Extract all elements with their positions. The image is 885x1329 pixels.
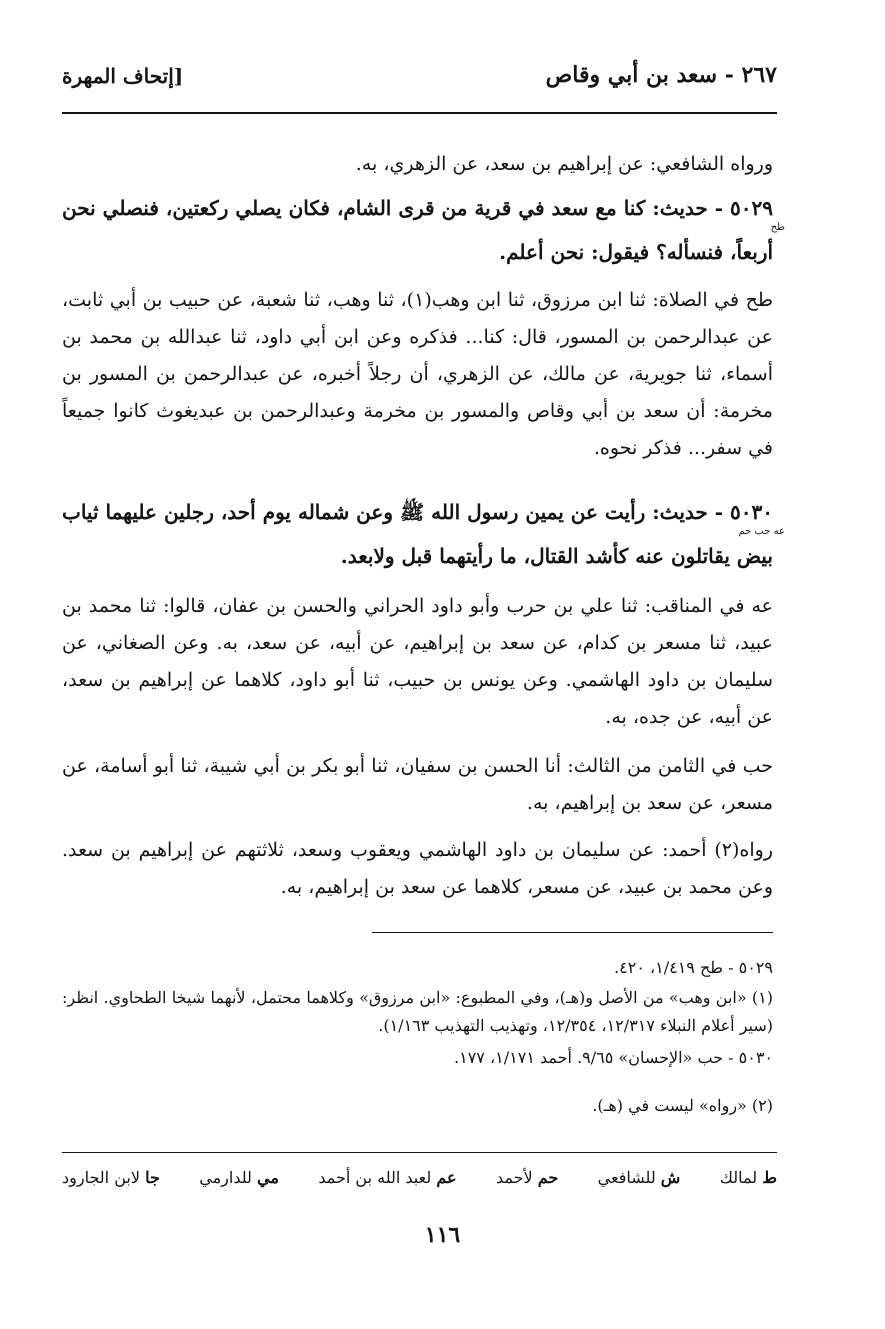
footnote: ٥٠٣٠ - حب «الإحسان» ٩/٦٥. أحمد ١/١٧١، ١٧٧.: [454, 1048, 773, 1067]
hadith-text: - حديث: كنا مع سعد في قرية من قرى الشام، فكان يصلي ركعتين، فنصلي نحن أربعاً، فنسأله؟ فيقول: نحن أعلم.: [62, 196, 773, 264]
source-paragraph: رواه(٢) أحمد: عن سليمان بن داود الهاشمي ويعقوب وسعد، ثلاثتهم عن إبراهيم بن سعد. وعن محمد بن عبيد، عن مسعر، كلاهما عن سعد بن إبراهيم، به.: [62, 839, 773, 898]
legend-item: جا لابن الجارود: [62, 1168, 160, 1187]
hadith-text: - حديث: رأيت عن يمين رسول الله ﷺ وعن شماله يوم أحد، رجلين عليهما ثياب بيض يقاتلون عنه كأشد القتال، ما رأيتهما قبل ولابعد.: [62, 500, 773, 568]
page-number: ١١٦: [424, 1222, 461, 1248]
footnote: ٥٠٢٩ - طح ١/٤١٩، ٤٢٠.: [614, 958, 773, 977]
legend-item: مي للدارمي: [199, 1168, 279, 1187]
hadith-number: ٥٠٣٠: [730, 500, 773, 524]
book-title: [إتحاف المهرة: [62, 64, 184, 88]
hadith-5029-sources: [62, 282, 773, 467]
intro-line: [62, 146, 773, 183]
hadith-number: ٥٠٢٩: [730, 196, 774, 220]
hadith-5029-sigla: طح: [770, 222, 785, 233]
footnote: (١) «ابن وهب» من الأصل و(هـ)، وفي المطبوع: «ابن مرزوق» وكلاهما محتمل، لأنهما شيخا الطحاوي. انظر: (سير أعلام النبلاء ١٢/٣١٧، ١٢/٣٥٤، وتهذيب التهذيب ١/١٦٣).: [62, 988, 773, 1035]
hadith-5030-source-3: [62, 832, 773, 906]
hadith-5030-source-1: [62, 588, 773, 736]
source-paragraph: طح في الصلاة: ثنا ابن مرزوق، ثنا ابن وهب(١)، ثنا وهب، ثنا شعبة، عن حبيب بن أبي ثابت، عن عبدالرحمن بن المسور، قال: كنا... فذكره وعن ابن أبي داود، ثنا عبدالله بن محمد بن أسماء، ثنا جويرية، عن مالك، عن الزهري، أن رجلاً أخبره، عن عبدالرحمن بن المسور بن مخرمة: أن سعد بن أبي وقاص والمسور بن مخرمة وعبدالرحمن بن عبديغوث كانوا جميعاً في سفر... فذكر نحوه.: [62, 289, 773, 459]
hadith-5030-heading: [62, 490, 773, 578]
footnote: (٢) «رواه» ليست في (هـ).: [592, 1096, 773, 1115]
hadith-5030-source-2: [62, 748, 773, 822]
legend-item: حم لأحمد: [495, 1168, 559, 1187]
legend-item: ط لمالك: [719, 1168, 777, 1187]
source-paragraph: عه في المناقب: ثنا علي بن حرب وأبو داود الحراني والحسن بن عفان، قالوا: ثنا محمد بن عبيد، ثنا مسعر بن كدام، عن سعد بن إبراهيم، عن أبيه، عن سعد، به. وعن الصغاني، عن سليمان بن داود الهاشمي. وعن يونس بن حبيب، ثنا أبو داود، كلاهما عن إبراهيم بن سعد، عن أبيه، عن جده، به.: [62, 595, 773, 728]
footnote-divider: [372, 932, 773, 933]
intro-text: ورواه الشافعي: عن إبراهيم بن سعد، عن الزهري، به.: [355, 153, 773, 175]
header-divider: [62, 112, 777, 114]
abbreviation-legend: [62, 1168, 777, 1187]
legend-item: عم لعبد الله بن أحمد: [318, 1168, 457, 1187]
source-paragraph: حب في الثامن من الثالث: أنا الحسن بن سفيان، ثنا أبو بكر بن أبي شيبة، ثنا أبو أسامة، عن مسعر، عن سعد بن إبراهيم، به.: [62, 755, 773, 814]
hadith-5030-sigla: عه حب حم: [738, 526, 785, 537]
legend-item: ش للشافعي: [597, 1168, 681, 1187]
running-title: ٢٦٧ - سعد بن أبي وقاص: [545, 62, 777, 88]
legend-divider: [62, 1152, 777, 1153]
hadith-5029-heading: [62, 186, 773, 274]
